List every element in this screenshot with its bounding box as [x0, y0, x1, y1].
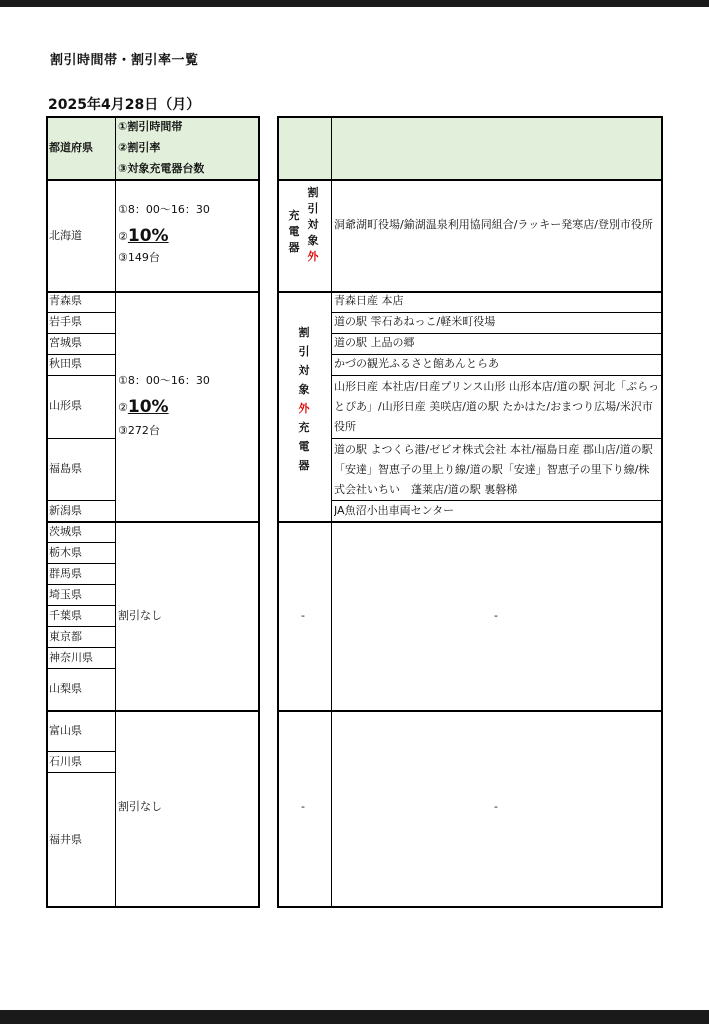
group2-rate-line — [118, 396, 169, 419]
group3-stations-dash: - — [494, 609, 498, 622]
pref-akita: 秋田県 — [49, 357, 82, 370]
group1-time: ①8：00～16：30 — [118, 203, 210, 216]
group1-rate-prefix: ② — [118, 230, 128, 243]
stations-aomori: 青森日産 本店 — [334, 294, 404, 307]
pref-tokyo: 東京都 — [49, 630, 82, 643]
pref-gunma: 群馬県 — [49, 567, 82, 580]
pref-fukui: 福井県 — [49, 833, 82, 846]
stations-fukushima: 道の駅 よつくら港/ゼビオ株式会社 本社/福島日産 郡山店/道の駅「安達」智恵子の里上り線/道の駅「安達」智恵子の里下り線/株式会社いちい 蓬莱店/道の駅 裏磐梯 — [334, 443, 653, 496]
pref-fukushima: 福島県 — [49, 462, 82, 475]
header-discount-time: ①割引時間帯 — [118, 120, 183, 133]
stations-akita: かづの観光ふるさと館あんとらあ — [334, 357, 499, 370]
group2-label: 割 引 対 象 外 充 電 器 — [298, 326, 310, 472]
group2-count: ③272台 — [118, 424, 160, 437]
stations-iwate: 道の駅 雫石あねっこ/軽米町役場 — [334, 315, 496, 328]
group3-label-dash: - — [301, 609, 305, 622]
pref-chiba: 千葉県 — [49, 609, 82, 622]
pref-ishikawa: 石川県 — [49, 755, 82, 768]
top-bar — [0, 0, 709, 7]
bottom-bar — [0, 1010, 709, 1024]
group3-discount: 割引なし — [118, 609, 162, 622]
group2-time: ①8：00～16：30 — [118, 374, 210, 387]
group4-discount: 割引なし — [118, 800, 162, 813]
pref-miyagi: 宮城県 — [49, 336, 82, 349]
stations-niigata: JA魚沼小出車両センター — [334, 504, 455, 517]
group1-rate-line — [118, 225, 169, 248]
pref-aomori: 青森県 — [49, 294, 82, 307]
group1-label-col2: 割 引 対 象 外 — [307, 186, 319, 263]
pref-niigata: 新潟県 — [49, 504, 82, 517]
group1-label-col1: 充 電 器 — [288, 209, 300, 254]
pref-yamagata: 山形県 — [49, 399, 82, 412]
group1-stations: 洞爺湖町役場/鍮湖温泉利用協同組合/ラッキー発寒店/登別市役所 — [334, 218, 653, 231]
group4-label-dash: - — [301, 800, 305, 813]
pref-toyama: 富山県 — [49, 724, 82, 737]
header-discount-rate: ②割引率 — [118, 141, 161, 154]
pref-hokkaido: 北海道 — [49, 229, 82, 242]
stations-miyagi: 道の駅 上品の郷 — [334, 336, 415, 349]
document-date: 2025年4月28日（月） — [48, 97, 201, 113]
document-title: 割引時間帯・割引率一覧 — [50, 53, 199, 68]
pref-tochigi: 栃木県 — [49, 546, 82, 559]
group1-rate: 10% — [127, 226, 169, 246]
group2-rate: 10% — [127, 397, 169, 417]
stations-yamagata: 山形日産 本社店/日産プリンス山形 山形本店/道の駅 河北「ぷらっとぴあ」/山形日産 美咲店/道の駅 たかはた/おまつり広場/米沢市役所 — [334, 380, 660, 433]
group4-stations-dash: - — [494, 800, 498, 813]
pref-saitama: 埼玉県 — [49, 588, 82, 601]
header-charger-count: ③対象充電器台数 — [118, 162, 205, 175]
group1-count: ③149台 — [118, 251, 160, 264]
group2-rate-prefix: ② — [118, 401, 128, 414]
pref-iwate: 岩手県 — [49, 315, 82, 328]
pref-kanagawa: 神奈川県 — [49, 651, 93, 664]
pref-yamanashi: 山梨県 — [49, 682, 82, 695]
header-prefecture: 都道府県 — [49, 141, 93, 154]
pref-ibaraki: 茨城県 — [49, 525, 82, 538]
